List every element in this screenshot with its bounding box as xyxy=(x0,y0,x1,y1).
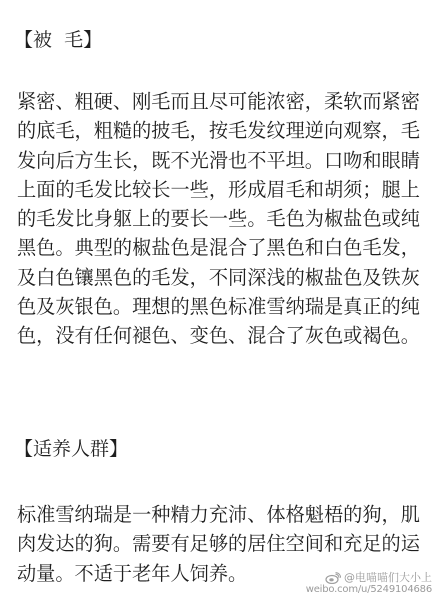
section-body-coat: 紧密、粗硬、刚毛而且尽可能浓密，柔软而紧密的底毛，粗糙的披毛，按毛发纹理逆向观察，毛发向后方生长，既不光滑也不平坦。口吻和眼睛上面的毛发比较长一些，形成眉毛和胡须；腿上的毛发比身躯上的要长一些。毛色为椒盐色或纯黑色。典型的椒盐色是混合了黑色和白色毛发，及白色镶黑色的毛发，不同深浅的椒盐色及铁灰色及灰银色。理想的黑色标准雪纳瑞是真正的纯色，没有任何褪色、变色、混合了灰色或褐色。 xyxy=(17,90,420,348)
weibo-icon xyxy=(325,572,341,584)
watermark-url: weibo.com/u/5249104686 xyxy=(305,584,432,595)
weibo-watermark xyxy=(306,571,432,596)
section-heading-suitable-owners: 【适养人群】 xyxy=(14,438,129,460)
section-heading-coat: 【被 毛】 xyxy=(14,29,103,51)
watermark-name-row xyxy=(306,571,432,584)
section-body-suitable-owners: 标准雪纳瑞是一种精力充沛、体格魁梧的狗，肌肉发达的狗。需要有足够的居住空间和充足的运动量。不适于老年人饲养。 xyxy=(17,503,420,585)
watermark-name: @电喵喵们大小上 xyxy=(344,571,432,584)
